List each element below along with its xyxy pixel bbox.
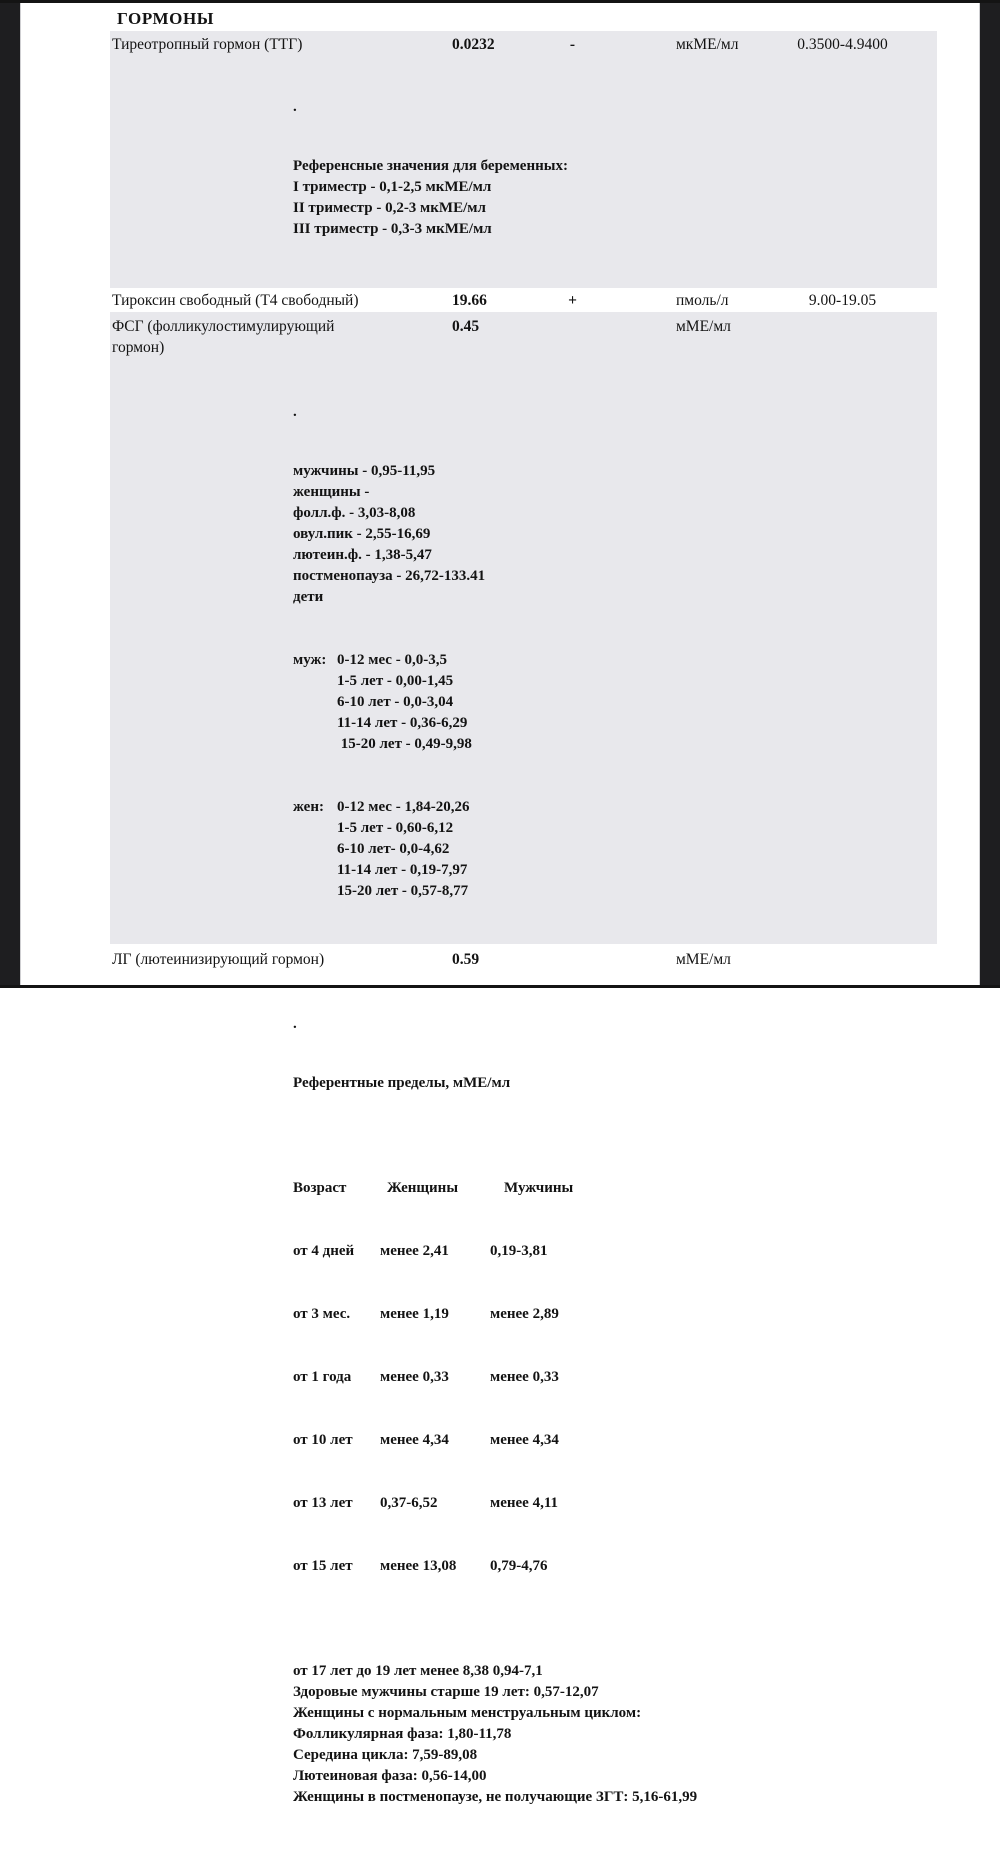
comment-line: дети	[293, 589, 324, 605]
comment-line: I триместр - 0,1-2,5 мкМЕ/мл	[293, 179, 492, 195]
test-units: пмоль/л	[676, 292, 729, 309]
fsg-female-group	[293, 797, 937, 902]
comment-line: Здоровые мужчины старше 19 лет: 0,57-12,07	[293, 1684, 599, 1700]
comment-line: 0-12 мес - 1,84-20,26	[337, 799, 470, 815]
comment-dot: .	[293, 1016, 297, 1032]
test-reference-range	[780, 949, 905, 970]
test-name-line1: ФСГ (фолликулостимулирующий	[112, 318, 335, 335]
test-block-t4	[110, 288, 937, 312]
comment-line: 1-5 лет - 0,60-6,12	[337, 820, 454, 836]
comment-line: Лютеиновая фаза: 0,56-14,00	[293, 1768, 487, 1784]
female-group-label: жен:	[293, 799, 324, 815]
comment-dot: .	[293, 404, 297, 420]
ttg-comment-lines	[293, 156, 937, 240]
comment-line: 15-20 лет - 0,57-8,77	[337, 883, 469, 899]
top-frame-line	[0, 0, 1000, 3]
comment-line: 1-5 лет - 0,00-1,45	[337, 673, 454, 689]
fsg-male-lines	[337, 650, 937, 755]
test-name-line1: ЛГ (лютеинизирующий гормон)	[112, 951, 325, 968]
comment-line: овул.пик - 2,55-16,69	[293, 526, 431, 542]
test-units: мМЕ/мл	[676, 318, 731, 335]
cell-men: менее 2,89	[490, 1306, 559, 1322]
comment-line: 11-14 лет - 0,36-6,29	[337, 715, 468, 731]
fsg-female-lines	[337, 797, 937, 902]
test-value: 19.66	[452, 292, 487, 309]
test-flag	[545, 949, 600, 970]
comment-line: 6-10 лет- 0,0-4,62	[337, 841, 450, 857]
test-reference-range	[780, 316, 905, 358]
lg-reference-table	[293, 1136, 937, 1619]
comment-line: лютеин.ф. - 1,38-5,47	[293, 547, 432, 563]
cell-women: менее 1,19	[380, 1306, 449, 1322]
cell-women: менее 0,33	[380, 1369, 449, 1385]
header-women: Женщины	[387, 1180, 459, 1196]
fsg-comment-lines	[293, 461, 937, 608]
comment-line: от 17 лет до 19 лет менее 8,38 0,94-7,1	[293, 1663, 543, 1679]
test-row-t4	[110, 290, 937, 311]
table-row	[293, 1241, 937, 1262]
comment-line: 6-10 лет - 0,0-3,04	[337, 694, 454, 710]
table-row	[293, 1493, 937, 1514]
comment-line: мужчины - 0,95-11,95	[293, 463, 436, 479]
test-reference-range: 0.3500-4.9400	[797, 36, 888, 53]
test-flag: +	[568, 292, 577, 309]
cell-age: от 13 лет	[293, 1495, 353, 1511]
lg-comment-lines	[293, 1661, 937, 1808]
table-header-row	[293, 1178, 937, 1199]
table-row	[293, 1367, 937, 1388]
male-group-label: муж:	[293, 652, 327, 668]
cell-men: менее 4,11	[490, 1495, 559, 1511]
cell-age: от 4 дней	[293, 1243, 355, 1259]
cell-men: 0,79-4,76	[490, 1558, 548, 1574]
test-name-line2: гормон)	[112, 339, 165, 356]
cell-age: от 3 мес.	[293, 1306, 351, 1322]
fsg-male-group	[293, 650, 937, 755]
cell-women: 0,37-6,52	[380, 1495, 438, 1511]
cell-men: менее 0,33	[490, 1369, 559, 1385]
fsg-comment	[293, 364, 937, 944]
cell-women: менее 13,08	[380, 1558, 457, 1574]
table-row	[293, 1430, 937, 1451]
test-row-lg	[110, 949, 937, 970]
comment-line: II триместр - 0,2-3 мкМЕ/мл	[293, 200, 486, 216]
comment-line: постменопауза - 26,72-133.41	[293, 568, 486, 584]
test-value: 0.45	[452, 318, 480, 335]
comment-line: Фолликулярная фаза: 1,80-11,78	[293, 1726, 512, 1742]
ttg-comment	[293, 59, 937, 282]
test-block-ttg	[110, 31, 937, 288]
cell-men: менее 4,34	[490, 1432, 559, 1448]
comment-line: Середина цикла: 7,59-89,08	[293, 1747, 478, 1763]
header-age: Возраст	[293, 1180, 347, 1196]
cell-women: менее 4,34	[380, 1432, 449, 1448]
lg-comment	[293, 976, 937, 1850]
cell-age: от 15 лет	[293, 1558, 353, 1574]
left-frame-strip	[0, 0, 21, 988]
test-name-line1: Тироксин свободный (Т4 свободный)	[112, 292, 359, 309]
test-name	[110, 316, 452, 358]
comment-line: 0-12 мес - 0,0-3,5	[337, 652, 447, 668]
cell-women: менее 2,41	[380, 1243, 449, 1259]
test-row-ttg	[110, 34, 937, 55]
test-flag: -	[569, 36, 576, 53]
test-name-line1: Тиреотропный гормон (ТТГ)	[112, 36, 303, 53]
comment-line: III триместр - 0,3-3 мкМЕ/мл	[293, 221, 492, 237]
test-units: мМЕ/мл	[676, 951, 731, 968]
test-reference-range: 9.00-19.05	[808, 292, 877, 309]
test-row-fsg	[110, 316, 937, 358]
cell-men: 0,19-3,81	[490, 1243, 548, 1259]
test-name	[110, 949, 452, 970]
test-name	[110, 290, 452, 311]
comment-line: 11-14 лет - 0,19-7,97	[337, 862, 468, 878]
comment-line: женщины -	[293, 484, 370, 500]
comment-dot: .	[293, 99, 297, 115]
test-value: 0.0232	[452, 36, 495, 53]
test-name	[110, 34, 452, 55]
cell-age: от 1 года	[293, 1369, 352, 1385]
test-units: мкМЕ/мл	[676, 36, 739, 53]
cell-age: от 10 лет	[293, 1432, 353, 1448]
test-flag	[545, 316, 600, 358]
right-frame-strip	[979, 0, 1000, 988]
header-men: Мужчины	[504, 1180, 574, 1196]
comment-line: 15-20 лет - 0,49-9,98	[337, 736, 472, 752]
test-value: 0.59	[452, 951, 480, 968]
lg-comment-title: Референтные пределы, мМЕ/мл	[293, 1075, 511, 1091]
comment-line: Референсные значения для беременных:	[293, 158, 568, 174]
test-block-fsg	[110, 312, 937, 944]
comment-line: Женщины в постменопаузе, не получающие ЗГТ: 5,16-61,99	[293, 1789, 698, 1805]
table-row	[293, 1556, 937, 1577]
bottom-frame-line	[0, 985, 1000, 988]
section-title: ГОРМОНЫ	[117, 9, 215, 28]
comment-line: Женщины с нормальным менструальным циклом:	[293, 1705, 642, 1721]
table-row	[293, 1304, 937, 1325]
comment-line: фолл.ф. - 3,03-8,08	[293, 505, 416, 521]
test-block-lg	[110, 944, 937, 1850]
report-content	[21, 3, 979, 1850]
